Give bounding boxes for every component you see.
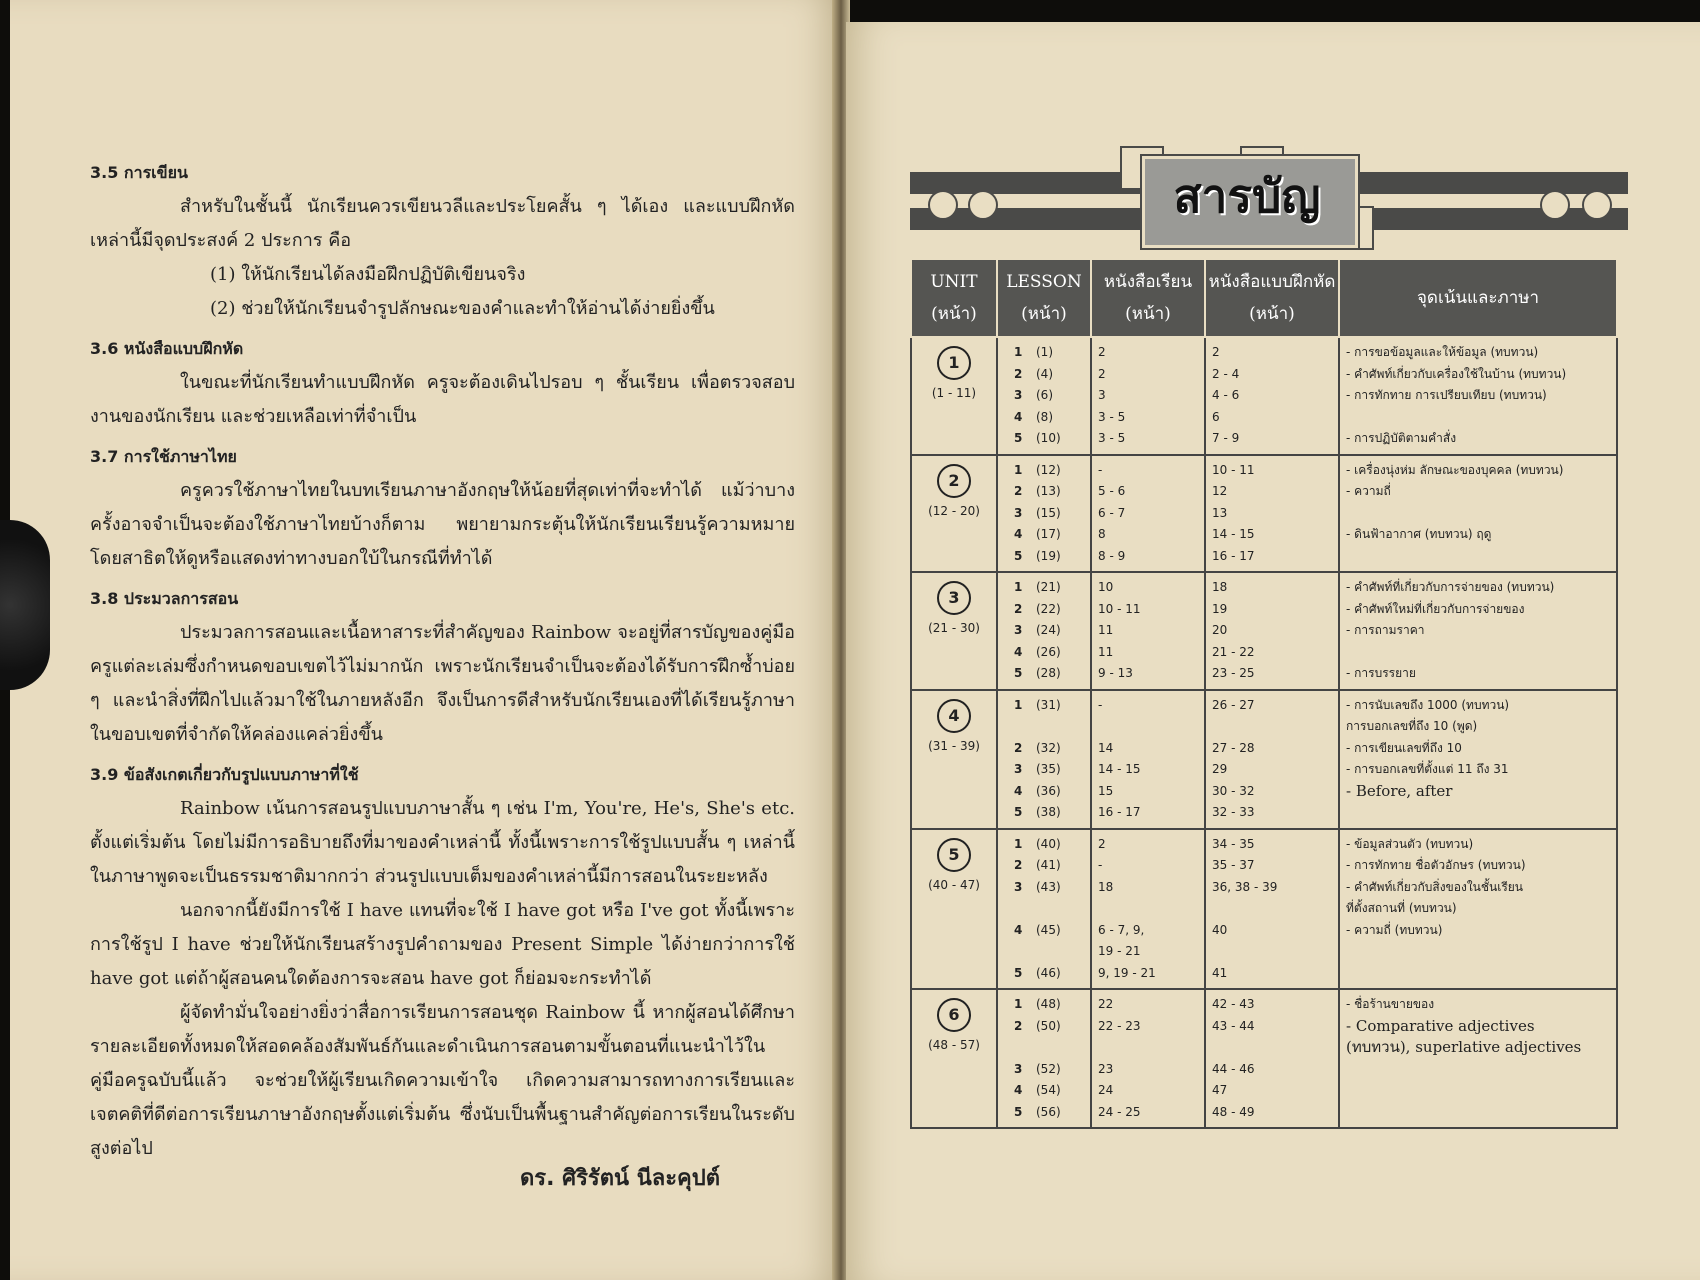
paragraph: ในขณะที่นักเรียนทำแบบฝึกหัด ครูจะต้องเดินไปรอบ ๆ ชั้นเรียน เพื่อตรวจสอบงานของนักเรียน และช่วยเหลือเท่าที่จำเป็น [90, 372, 795, 427]
toc-banner [910, 150, 1628, 250]
lesson-number: 4 [1014, 922, 1023, 937]
workbook-pages: 6 [1212, 409, 1220, 424]
lesson-number: 1 [1014, 580, 1023, 594]
student-book-pages: 9 - 13 [1098, 666, 1133, 680]
spacer-line [1212, 898, 1332, 920]
workbook-pages: 40 [1212, 922, 1228, 937]
lesson-page: (38) [1036, 805, 1061, 819]
toc-unit-row [911, 829, 1617, 990]
lesson-page: (12) [1036, 462, 1061, 477]
focus-item: - ดินฟ้าอากาศ (ทบทวน) ฤดู [1346, 527, 1492, 541]
unit-number-circle: 4 [937, 699, 971, 733]
lesson-line [1004, 855, 1084, 877]
lesson-line [1004, 738, 1084, 760]
focus-cell [1339, 989, 1617, 1128]
spacer-line [1004, 941, 1084, 963]
lesson-line [1004, 428, 1084, 450]
paragraph: ผู้จัดทำมั่นใจอย่างยิ่งว่าสื่อการเรียนการสอนชุด Rainbow นี้ หากผู้สอนได้ศึกษารายละเอียดทั้งหมดให้สอดคล้องสัมพันธ์กันและดำเนินการสอนตามขั้นตอนที่แนะนำไว้ในคู่มือครูฉบับนี้แล้ว จะช่วยให้ผู้เรียนเกิดความเข้าใจ เกิดความสามารถทางการเรียนและเจตคติที่ดีต่อการเรียนภาษาอังกฤษตั้งแต่เริ่มต้น ซึ่งนับเป็นพื้นฐานสำคัญต่อการเรียนในระดับสูงต่อไป [90, 1002, 795, 1159]
banner-knob [928, 190, 958, 220]
lesson-number: 1 [1014, 345, 1023, 359]
focus-cell [1339, 690, 1617, 829]
author-signature: ดร. ศิริรัตน์ นีละคุปต์ [520, 1166, 721, 1191]
lesson-number: 1 [1014, 836, 1023, 851]
focus-item: - ความถี่ (ทบทวน) [1346, 922, 1443, 937]
workbook-pages: 48 - 49 [1212, 1104, 1255, 1119]
paragraph: นอกจากนี้ยังมีการใช้ I have แทนที่จะใช้ I have got หรือ I've got ทั้งนี้เพราะการใช้รูป I have ช่วยให้นักเรียนสร้างรูปคำถามของ Present Simple ได้ง่ายกว่าการใช้ have got แต่ถ้าผู้สอนคนใดต้องการจะสอน have got ก็ย่อมจะกระทำได้ [90, 900, 795, 989]
lesson-cell [997, 337, 1091, 455]
lesson-number: 5 [1014, 548, 1023, 563]
toc-unit-row [911, 572, 1617, 690]
student-book-pages: 24 - 25 [1098, 1104, 1141, 1119]
student-book-cell [1091, 572, 1205, 690]
workbook-pages: 27 - 28 [1212, 740, 1255, 755]
banner-knob [968, 190, 998, 220]
lesson-line [1004, 599, 1084, 621]
lesson-page: (45) [1036, 922, 1061, 937]
lesson-page: (15) [1036, 505, 1061, 520]
lesson-page: (6) [1036, 388, 1053, 402]
focus-item: - การเขียนเลขที่ถึง 10 [1346, 740, 1462, 755]
unit-cell [911, 829, 997, 990]
lesson-line [1004, 407, 1084, 429]
workbook-pages: 21 - 22 [1212, 644, 1255, 659]
student-book-pages: 6 - 7 [1098, 505, 1126, 520]
focus-item [1346, 1059, 1610, 1081]
lesson-page: (8) [1036, 409, 1053, 424]
unit-page-range: (21 - 30) [928, 621, 980, 635]
lesson-page: (52) [1036, 1061, 1061, 1076]
header-student-book: หนังสือเรียน (หน้า) [1091, 259, 1205, 337]
student-book-pages: - [1098, 858, 1103, 872]
unit-cell [911, 337, 997, 455]
student-book-pages: 16 - 17 [1098, 805, 1141, 819]
spacer-line [1346, 941, 1610, 963]
section-heading: 3.9 ข้อสังเกตเกี่ยวกับรูปแบบภาษาที่ใช้ [90, 765, 359, 784]
lesson-line [1004, 963, 1084, 985]
list-item: (2) ช่วยให้นักเรียนจำรูปลักษณะของคำและทำให้อ่านได้ง่ายยิ่งขึ้น [210, 298, 715, 319]
unit-number-circle: 1 [937, 346, 971, 380]
student-book-pages: 11 [1098, 623, 1114, 637]
workbook-pages: 19 [1212, 601, 1228, 616]
lesson-number: 4 [1014, 527, 1023, 541]
lesson-cell [997, 455, 1091, 573]
lesson-line [1004, 994, 1084, 1016]
spacer-line [1212, 941, 1332, 963]
banner-knob [1540, 190, 1570, 220]
focus-item: - Comparative adjectives [1346, 1016, 1535, 1035]
lesson-line [1004, 620, 1084, 642]
header-unit: UNIT (หน้า) [911, 259, 997, 337]
lesson-number: 3 [1014, 1061, 1023, 1076]
focus-item: - ชื่อร้านขายของ [1346, 997, 1435, 1011]
lesson-page: (4) [1036, 366, 1053, 381]
spacer-line [1212, 716, 1332, 738]
workbook-cell [1205, 337, 1339, 455]
workbook-pages: 47 [1212, 1083, 1228, 1097]
lesson-page: (26) [1036, 644, 1061, 659]
lesson-line [1004, 781, 1084, 803]
toc-unit-row [911, 455, 1617, 573]
lesson-number: 2 [1014, 484, 1023, 498]
workbook-pages: 23 - 25 [1212, 666, 1255, 680]
workbook-pages: 2 [1212, 345, 1220, 359]
lesson-line [1004, 759, 1084, 781]
student-book-pages: 2 [1098, 345, 1106, 359]
lesson-cell [997, 829, 1091, 990]
student-book-cell [1091, 690, 1205, 829]
lesson-page: (54) [1036, 1083, 1061, 1097]
student-book-pages: 11 [1098, 644, 1114, 659]
student-book-pages: 6 - 7, 9, [1098, 922, 1145, 937]
binder-clip [0, 520, 50, 690]
focus-item: ที่ตั้งสถานที่ (ทบทวน) [1346, 901, 1457, 915]
focus-item: - การขอข้อมูลและให้ข้อมูล (ทบทวน) [1346, 345, 1539, 359]
focus-item: - การนับเลขถึง 1000 (ทบทวน) [1346, 697, 1510, 712]
workbook-pages: 43 - 44 [1212, 1018, 1255, 1033]
workbook-cell [1205, 690, 1339, 829]
focus-item: - การบอกเลขที่ตั้งแต่ 11 ถึง 31 [1346, 762, 1509, 776]
student-book-pages: 10 [1098, 580, 1114, 594]
left-page-text [90, 150, 795, 1166]
focus-item: - การทักทาย ชื่อตัวอักษร (ทบทวน) [1346, 858, 1526, 872]
student-book-cell [1091, 989, 1205, 1128]
lesson-line [1004, 524, 1084, 546]
focus-item [1346, 642, 1610, 664]
lesson-line [1004, 385, 1084, 407]
student-book-pages: 3 - 5 [1098, 409, 1126, 424]
lesson-page: (31) [1036, 697, 1061, 712]
workbook-pages: 14 - 15 [1212, 527, 1255, 541]
student-book-pages: - [1098, 697, 1103, 712]
toc-unit-row [911, 989, 1617, 1128]
spacer-line [1098, 1037, 1198, 1059]
unit-page-range: (12 - 20) [928, 503, 980, 518]
lesson-number: 4 [1014, 783, 1023, 798]
workbook-pages: 4 - 6 [1212, 388, 1240, 402]
lesson-number: 1 [1014, 697, 1023, 712]
lesson-number: 2 [1014, 1018, 1023, 1033]
student-book-pages: 8 [1098, 527, 1106, 541]
lesson-line [1004, 577, 1084, 599]
lesson-line [1004, 834, 1084, 856]
lesson-number: 5 [1014, 805, 1023, 819]
unit-page-range: (31 - 39) [928, 738, 980, 753]
banner-knob [1582, 190, 1612, 220]
list-item: (1) ให้นักเรียนได้ลงมือฝึกปฏิบัติเขียนจริง [210, 264, 526, 285]
lesson-line [1004, 1016, 1084, 1038]
unit-cell [911, 690, 997, 829]
lesson-number: 3 [1014, 505, 1023, 520]
focus-item [1346, 963, 1610, 985]
section-heading: 3.6 หนังสือแบบฝึกหัด [90, 339, 244, 358]
focus-item: - ข้อมูลส่วนตัว (ทบทวน) [1346, 836, 1474, 851]
lesson-page: (50) [1036, 1018, 1061, 1033]
lesson-number: 1 [1014, 997, 1023, 1011]
focus-item: - Before, after [1346, 781, 1453, 800]
student-book-pages: 15 [1098, 783, 1114, 798]
unit-number-circle: 3 [937, 581, 971, 615]
student-book-pages: 10 - 11 [1098, 601, 1141, 616]
focus-item [1346, 503, 1610, 525]
focus-item [1346, 407, 1610, 429]
workbook-pages: 32 - 33 [1212, 805, 1255, 819]
spacer-line [1098, 898, 1198, 920]
unit-page-range: (48 - 57) [928, 1038, 980, 1052]
header-focus: จุดเน้นและภาษา [1339, 259, 1617, 337]
student-book-pages: 24 [1098, 1083, 1114, 1097]
paragraph: สำหรับในชั้นนี้ นักเรียนควรเขียนวลีและประโยคสั้น ๆ ได้เอง และแบบฝึกหัดเหล่านี้มีจุดประสงค์ 2 ประการ คือ [90, 196, 795, 251]
workbook-pages: 10 - 11 [1212, 462, 1255, 477]
student-book-pages: 22 - 23 [1098, 1018, 1141, 1033]
unit-cell [911, 455, 997, 573]
lesson-page: (24) [1036, 623, 1061, 637]
workbook-pages: 16 - 17 [1212, 548, 1255, 563]
student-book-pages: 9, 19 - 21 [1098, 965, 1156, 980]
student-book-pages: 2 [1098, 366, 1106, 381]
toc-header-row [911, 259, 1617, 337]
workbook-pages: 20 [1212, 623, 1228, 637]
lesson-page: (41) [1036, 858, 1061, 872]
section-heading: 3.8 ประมวลการสอน [90, 589, 239, 608]
focus-cell [1339, 337, 1617, 455]
lesson-page: (28) [1036, 666, 1061, 680]
lesson-page: (1) [1036, 345, 1053, 359]
student-book-cell [1091, 455, 1205, 573]
lesson-line [1004, 1080, 1084, 1102]
lesson-line [1004, 920, 1084, 942]
student-book-pages: 8 - 9 [1098, 548, 1126, 563]
lesson-number: 2 [1014, 366, 1023, 381]
lesson-line [1004, 460, 1084, 482]
focus-cell [1339, 455, 1617, 573]
workbook-cell [1205, 455, 1339, 573]
workbook-pages: 13 [1212, 505, 1228, 520]
toc-title: สารบัญ [1173, 169, 1321, 223]
header-lesson: LESSON (หน้า) [997, 259, 1091, 337]
workbook-pages: 36, 38 - 39 [1212, 879, 1278, 894]
lesson-cell [997, 989, 1091, 1128]
student-book-pages: 18 [1098, 879, 1114, 894]
focus-item: - ความถี่ [1346, 484, 1391, 498]
workbook-pages: 34 - 35 [1212, 836, 1255, 851]
student-book-pages: - [1098, 462, 1103, 477]
lesson-line [1004, 802, 1084, 824]
focus-cell [1339, 572, 1617, 690]
workbook-pages: 2 - 4 [1212, 366, 1240, 381]
workbook-pages: 29 [1212, 762, 1228, 776]
focus-item: - การบรรยาย [1346, 666, 1416, 680]
student-book-pages: 3 [1098, 388, 1106, 402]
focus-item: - คำศัพท์ที่เกี่ยวกับการจ่ายของ (ทบทวน) [1346, 580, 1555, 594]
lesson-page: (56) [1036, 1104, 1061, 1119]
focus-item: - การถามราคา [1346, 623, 1425, 637]
lesson-number: 2 [1014, 740, 1023, 755]
lesson-number: 4 [1014, 1083, 1023, 1097]
focus-item [1346, 802, 1610, 824]
lesson-page: (35) [1036, 762, 1061, 776]
paragraph: Rainbow เน้นการสอนรูปแบบภาษาสั้น ๆ เช่น I'm, You're, He's, She's etc. ตั้งแต่เริ่มต้น โดยไม่มีการอธิบายถึงที่มาของคำเหล่านี้ ทั้งนี้เพราะการใช้รูปแบบสั้น ๆ เหล่านี้ในภาษาพูดจะเป็นธรรมชาติมากกว่า ส่วนรูปแบบเต็มของคำเหล่านี้มีการสอนในระยะหลัง [90, 798, 795, 887]
workbook-pages: 44 - 46 [1212, 1061, 1255, 1076]
header-workbook: หนังสือแบบฝึกหัด (หน้า) [1205, 259, 1339, 337]
focus-item: - คำศัพท์เกี่ยวกับสิ่งของในชั้นเรียน [1346, 879, 1524, 894]
workbook-pages: 35 - 37 [1212, 858, 1255, 872]
spacer-line [1004, 716, 1084, 738]
lesson-line [1004, 663, 1084, 685]
lesson-line [1004, 877, 1084, 899]
unit-page-range: (40 - 47) [928, 877, 980, 892]
workbook-cell [1205, 829, 1339, 990]
lesson-number: 3 [1014, 762, 1023, 776]
lesson-line [1004, 642, 1084, 664]
lesson-page: (46) [1036, 965, 1061, 980]
workbook-cell [1205, 989, 1339, 1128]
lesson-line [1004, 695, 1084, 717]
lesson-number: 4 [1014, 409, 1023, 424]
workbook-pages: 30 - 32 [1212, 783, 1255, 798]
lesson-page: (13) [1036, 484, 1061, 498]
focus-item: - คำศัพท์เกี่ยวกับเครื่องใช้ในบ้าน (ทบทวน) [1346, 366, 1567, 381]
student-book-pages: 3 - 5 [1098, 431, 1126, 445]
student-book-cell [1091, 829, 1205, 990]
focus-item [1346, 1102, 1610, 1124]
lesson-number: 2 [1014, 601, 1023, 616]
student-book-cell [1091, 337, 1205, 455]
lesson-page: (32) [1036, 740, 1061, 755]
focus-item: - คำศัพท์ใหม่ที่เกี่ยวกับการจ่ายของ [1346, 601, 1525, 616]
workbook-pages: 42 - 43 [1212, 997, 1255, 1011]
focus-cell [1339, 829, 1617, 990]
spacer-line [1004, 898, 1084, 920]
spacer-line [1212, 1037, 1332, 1059]
lesson-page: (10) [1036, 431, 1061, 445]
lesson-page: (17) [1036, 527, 1061, 541]
lesson-number: 4 [1014, 644, 1023, 659]
lesson-number: 1 [1014, 462, 1023, 477]
lesson-page: (21) [1036, 580, 1061, 594]
unit-number-circle: 2 [937, 464, 971, 498]
workbook-pages: 12 [1212, 484, 1228, 498]
toc-unit-row [911, 690, 1617, 829]
lesson-page: (48) [1036, 997, 1061, 1011]
lesson-number: 5 [1014, 431, 1023, 445]
focus-item: การบอกเลขที่ถึง 10 (พูด) [1346, 719, 1478, 733]
focus-item: - การปฏิบัติตามคำสั่ง [1346, 431, 1457, 445]
unit-page-range: (1 - 11) [931, 386, 977, 400]
lesson-line [1004, 364, 1084, 386]
lesson-line [1004, 503, 1084, 525]
lesson-page: (40) [1036, 836, 1061, 851]
student-book-pages: 22 [1098, 997, 1114, 1011]
paragraph: ครูควรใช้ภาษาไทยในบทเรียนภาษาอังกฤษให้น้อยที่สุดเท่าที่จะทำได้ แม้ว่าบางครั้งอาจจำเป็นจะต้องใช้ภาษาไทยบ้างก็ตาม พยายามกระตุ้นให้นักเรียนเรียนรู้ความหมาย โดยสาธิตให้ดูหรือแสดงท่าทางบอกใบ้ในกรณีที่ทำได้ [90, 480, 795, 569]
student-book-pages: 14 - 15 [1098, 762, 1141, 776]
lesson-number: 5 [1014, 666, 1023, 680]
lesson-page: (43) [1036, 879, 1061, 894]
student-book-pages: 5 - 6 [1098, 484, 1126, 498]
lesson-line [1004, 481, 1084, 503]
student-book-pages: 2 [1098, 836, 1106, 851]
lesson-number: 2 [1014, 858, 1023, 872]
paragraph: ประมวลการสอนและเนื้อหาสาระที่สำคัญของ Rainbow จะอยู่ที่สารบัญของคู่มือครูแต่ละเล่มซึ่งกำหนดขอบเขตไว้ไม่มากนัก เพราะนักเรียนจำเป็นจะต้องได้รับการฝึกซ้ำบ่อย ๆ และนำสิ่งที่ฝึกไปแล้วมาใช้ในภายหลังอีก จึงเป็นการดีสำหรับนักเรียนเองที่ได้เรียนรู้ภาษาในขอบเขตที่จำกัดให้คล่องแคล่วยิ่งขึ้น [90, 622, 795, 745]
unit-cell [911, 989, 997, 1128]
student-book-pages: 23 [1098, 1061, 1114, 1076]
workbook-pages: 18 [1212, 580, 1228, 594]
lesson-line [1004, 1102, 1084, 1124]
toc-unit-row [911, 337, 1617, 455]
focus-item: - เครื่องนุ่งห่ม ลักษณะของบุคคล (ทบทวน) [1346, 462, 1564, 477]
lesson-cell [997, 690, 1091, 829]
lesson-page: (36) [1036, 783, 1061, 798]
lesson-page: (19) [1036, 548, 1061, 563]
focus-item: (ทบทวน), superlative adjectives [1346, 1038, 1582, 1056]
section-heading: 3.7 การใช้ภาษาไทย [90, 447, 237, 466]
workbook-cell [1205, 572, 1339, 690]
lesson-number: 5 [1014, 965, 1023, 980]
spacer-line [1004, 1037, 1084, 1059]
workbook-pages: 26 - 27 [1212, 697, 1255, 712]
toc-table [910, 258, 1618, 1129]
lesson-number: 3 [1014, 388, 1023, 402]
workbook-pages: 41 [1212, 965, 1228, 980]
lesson-line [1004, 342, 1084, 364]
lesson-page: (22) [1036, 601, 1061, 616]
spacer-line [1098, 716, 1198, 738]
unit-number-circle: 5 [937, 838, 971, 872]
lesson-line [1004, 1059, 1084, 1081]
focus-item [1346, 546, 1610, 568]
section-heading: 3.5 การเขียน [90, 163, 188, 182]
focus-item: - การทักทาย การเปรียบเทียบ (ทบทวน) [1346, 388, 1547, 402]
workbook-pages: 7 - 9 [1212, 431, 1240, 445]
lesson-number: 5 [1014, 1104, 1023, 1119]
lesson-cell [997, 572, 1091, 690]
focus-item [1346, 1080, 1610, 1102]
student-book-pages: 14 [1098, 740, 1114, 755]
unit-cell [911, 572, 997, 690]
lesson-number: 3 [1014, 879, 1023, 894]
student-book-pages: 19 - 21 [1098, 944, 1141, 958]
lesson-number: 3 [1014, 623, 1023, 637]
unit-number-circle: 6 [937, 998, 971, 1032]
lesson-line [1004, 546, 1084, 568]
